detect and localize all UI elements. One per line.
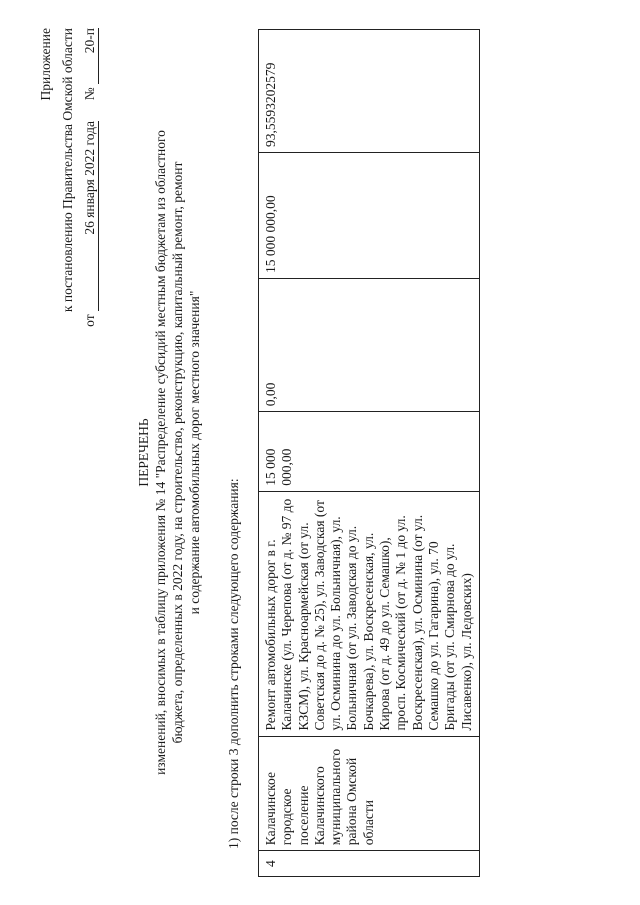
heading-line-2: бюджета, определенных в 2022 году, на строительство, реконструкцию, капитальный ремонт, ремонт [170, 161, 185, 744]
instruction-text: 1) после строки 3 дополнить строками следующего содержания: [226, 478, 241, 849]
number-sign: № [82, 87, 97, 101]
appendix-decree-reference: к постановлению Правительства Омской области [60, 28, 75, 313]
appendix-date-line [82, 28, 99, 327]
number-value: 20-п [82, 28, 99, 84]
heading-line-3: и содержание автомобильных дорог местного значения" [187, 290, 202, 615]
amount-regional-cell: 15 000 000,00 [259, 152, 480, 278]
document-title: ПЕРЕЧЕНЬ [136, 418, 151, 487]
description-cell: Ремонт автомобильных дорог в г. Калачинске (ул. Черепова (от д. № 97 до КЗСМ), ул. Красноармейская (от ул. Советская до д. № 25), ул. Заводская (от ул. Осминина до ул. Больничная), ул. Больничная (от ул. Заводская до ул. Бочкарева), ул. Воскресенская, ул. Кирова (от д. 49 до ул. Семашко), просп. Космический (от д. № 1 до ул. Воскресенская), ул. Осминина (от ул. Семашко до ул. Гагарина), ул. 70 Бригады (от ул. Смирнова до ул. Лисавенко), ул. Ледовских) [259, 491, 480, 736]
table-row [259, 30, 480, 877]
heading-line-1: изменений, вносимых в таблицу приложения № 14 "Распределение субсидий местным бюджетам из областного [153, 130, 168, 775]
date-prefix: от [82, 314, 97, 327]
row-number-cell: 4 [259, 851, 480, 877]
date-value: 26 января 2022 года [82, 121, 99, 311]
subsidy-table [258, 29, 480, 877]
amount-federal-cell: 0,00 [259, 278, 480, 411]
appendix-label: Приложение [38, 28, 53, 101]
municipality-cell: Калачинское городское поселение Калачинского муниципального района Омской области [259, 736, 480, 851]
amount-total-cell: 15 000 000,00 [259, 412, 480, 492]
percent-cell: 93,5593202579 [259, 30, 480, 153]
